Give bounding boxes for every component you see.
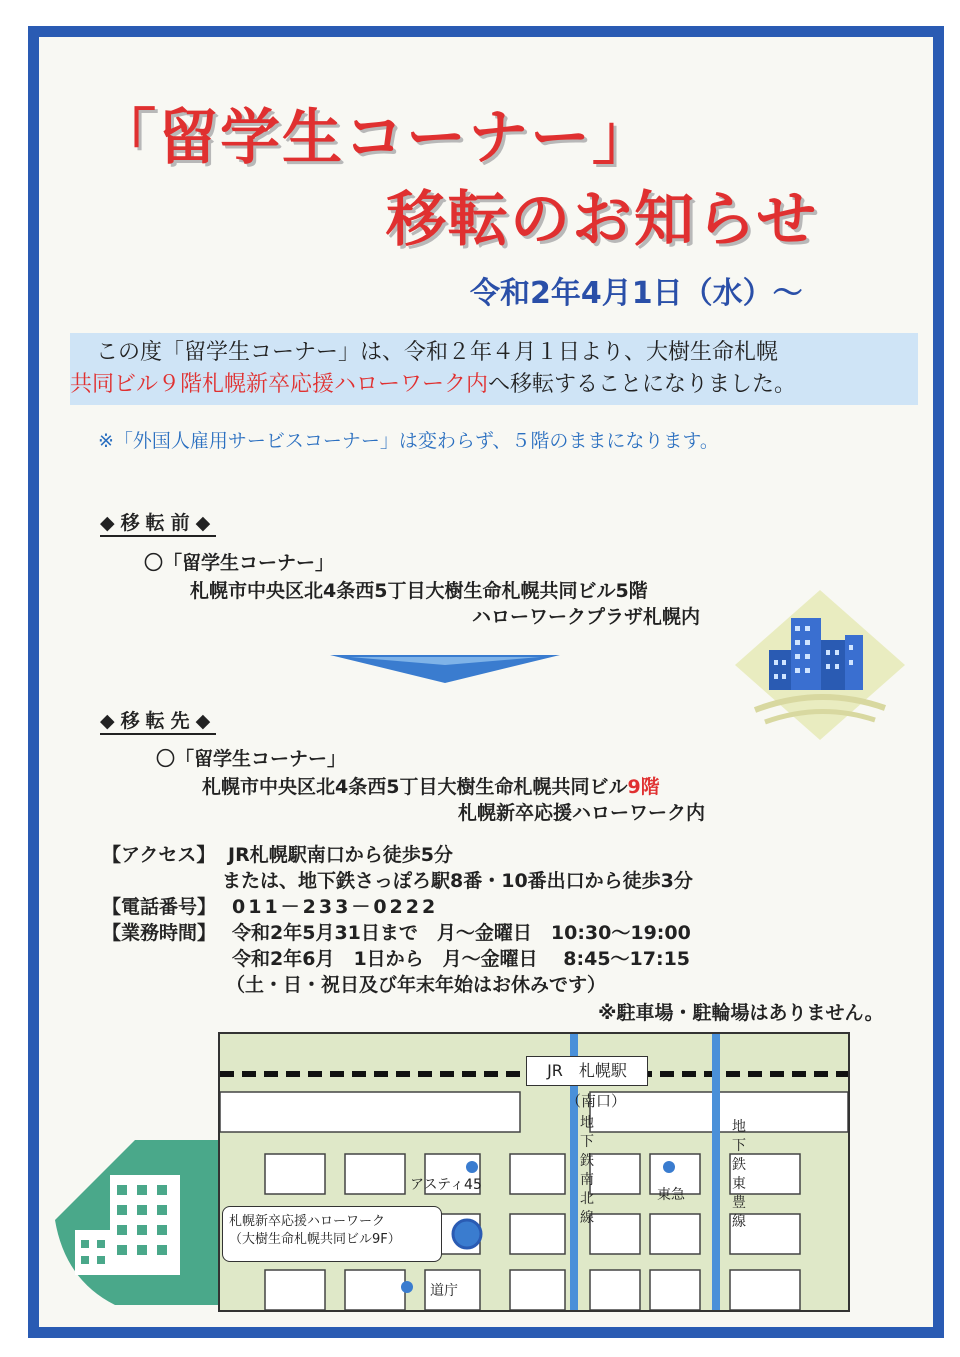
title-line-2: 移転のお知らせ [386,185,819,255]
closed-days: （土・日・祝日及び年末年始はお休みです） [226,974,607,996]
intro-line-2 [70,368,796,402]
map-docho: 道庁 [430,1283,458,1299]
down-arrow-icon [330,655,560,683]
intro-floor: 共同ビル９階 [70,372,203,397]
phone-label: 【電話番号】 [102,896,217,918]
after-floor: 9階 [627,776,660,798]
building-icon [735,590,905,740]
access-line-1: JR札幌駅南口から徒歩5分 [228,844,453,866]
before-address: 札幌市中央区北4条西5丁目大樹生命札幌共同ビル5階 [190,580,648,602]
hours-line-1: 令和2年5月31日まで 月～金曜日 10:30～19:00 [232,922,691,944]
map-station: JR 札幌駅 [526,1056,648,1086]
after-address-main: 札幌市中央区北4条西5丁目大樹生命札幌共同ビル [202,776,628,798]
before-heading: ◆移転前◆ [100,508,216,537]
hours-label: 【業務時間】 [102,922,217,944]
map-target-line-1: 札幌新卒応援ハローワーク [229,1214,386,1229]
map-astie: アスティ45 [410,1177,482,1193]
after-heading: ◆移転先◆ [100,706,216,735]
intro-tail: へ移転することになりました。 [488,372,797,397]
map-south-exit: （南口） [566,1092,627,1110]
title-line-1: 「留学生コーナー」 [96,103,654,173]
parking-note: ※駐車場・駐輪場はありません。 [598,1002,884,1024]
after-name: 〇「留学生コーナー」 [156,748,347,770]
foreign-employment-note: ※「外国人雇用サービスコーナー」は変わらず、５階のままになります。 [98,430,719,452]
map-tokyu: 東急 [657,1187,685,1203]
access-map [218,1032,850,1312]
map-target-line-2: （大樹生命札幌共同ビル9F） [229,1232,401,1247]
after-office: 札幌新卒応援ハローワーク内 [458,802,706,824]
after-address [202,772,660,799]
intro-line-1: この度「留学生コーナー」は、令和２年４月１日より、大樹生命札幌 [96,340,779,365]
hours-line-2: 令和2年6月 1日から 月～金曜日 8:45～17:15 [232,948,691,970]
intro-office: 札幌新卒応援ハローワーク内 [202,372,489,397]
access-line-2: または、地下鉄さっぽろ駅8番・10番出口から徒歩3分 [222,870,693,892]
before-office: ハローワークプラザ札幌内 [472,606,701,628]
before-name: 〇「留学生コーナー」 [144,552,335,574]
office-building-icon [55,1130,220,1305]
effective-date: 令和2年4月1日（水）～ [470,276,803,311]
map-target-callout [222,1206,442,1262]
map-nanboku-line: 地下鉄南北線 [580,1115,594,1226]
map-toho-line: 地下鉄東豊線 [732,1119,746,1230]
access-label: 【アクセス】 [102,844,216,866]
phone-number: 011－233－0222 [232,896,439,918]
